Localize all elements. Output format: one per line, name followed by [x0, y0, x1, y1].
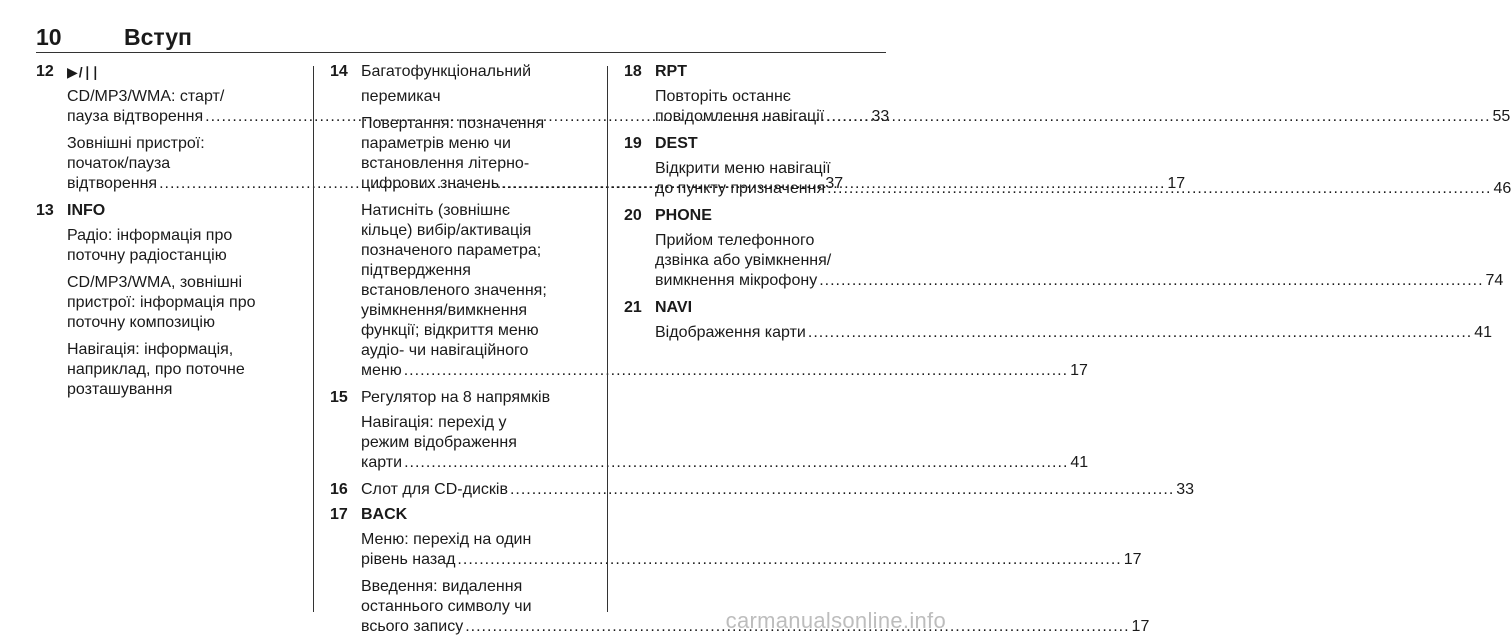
legend-entry: [36, 201, 298, 400]
entry-heading: [624, 134, 886, 154]
description-line: [361, 361, 1088, 381]
entry-heading: [330, 480, 1195, 500]
entry-description: [67, 273, 298, 333]
entry-number: 21: [624, 299, 642, 316]
page-reference: 17: [1167, 175, 1186, 192]
entry-number: 20: [624, 207, 642, 224]
leader-dots: [808, 323, 1472, 343]
entry-title-text: Слот для CD-дисків: [361, 481, 508, 498]
description-line: Зовнішні пристрої:: [67, 135, 205, 152]
description-line: встановлення літерно-: [361, 155, 530, 172]
entry-number: 16: [330, 481, 348, 498]
column-divider: [607, 66, 608, 612]
entry-heading: [624, 298, 886, 318]
description-line: [655, 323, 1492, 343]
description-line: пристрої: інформація про: [67, 294, 256, 311]
description-line: перемикач: [361, 88, 441, 105]
entry-description: [655, 323, 1492, 343]
page-reference: 41: [1070, 454, 1089, 471]
page-reference: 41: [1474, 324, 1492, 341]
entry-heading: [624, 206, 886, 226]
description-line: позначеного параметра;: [361, 242, 542, 259]
entry-heading: [330, 62, 592, 82]
page-number: 10: [36, 24, 62, 50]
entry-heading: [330, 505, 592, 525]
description-line: Радіо: інформація про: [67, 227, 233, 244]
description-line: підтвердження: [361, 262, 471, 279]
leader-dots: [404, 361, 1068, 381]
entry-title: [361, 480, 1194, 500]
description-text: до пункту призначення: [655, 180, 826, 197]
description-line: початок/пауза: [67, 155, 171, 172]
entry-description: [655, 87, 1511, 127]
entry-number: 13: [36, 202, 54, 219]
description-line: Введення: видалення: [361, 578, 523, 595]
entry-heading: [36, 201, 298, 221]
description-line: розташування: [67, 381, 173, 398]
entry-title: Регулятор на 8 напрямків: [361, 389, 551, 406]
entry-description: [361, 530, 1142, 570]
entry-title: BACK: [361, 506, 408, 523]
description-line: увімкнення/вимкнення: [361, 302, 528, 319]
description-line: Натисніть (зовнішнє: [361, 202, 510, 219]
description-line: Навігація: інформація,: [67, 341, 234, 358]
description-line: поточну композицію: [67, 314, 215, 331]
legend-entry: [624, 206, 1504, 291]
leader-dots: [827, 179, 1491, 199]
page-header: [36, 22, 886, 53]
description-line: Прийом телефонного: [655, 232, 815, 249]
page-title: Вступ: [124, 24, 192, 50]
entry-title: Багатофункціональний: [361, 63, 532, 80]
description-line: CD/MP3/WMA, зовнішні: [67, 274, 243, 291]
description-line: CD/MP3/WMA: старт/: [67, 88, 225, 105]
description-line: Меню: перехід на один: [361, 531, 532, 548]
description-line: параметрів меню чи: [361, 135, 511, 152]
page-reference: 17: [1123, 551, 1142, 568]
description-line: [655, 107, 1511, 127]
entry-heading: [624, 62, 886, 82]
watermark: carmanualsonline.info: [725, 608, 946, 633]
page-reference: 33: [871, 108, 890, 125]
description-line: Навігація: перехід у: [361, 414, 507, 431]
description-text: вимкнення мікрофону: [655, 272, 818, 289]
description-line: аудіо- чи навігаційного: [361, 342, 529, 359]
entry-number: 18: [624, 63, 642, 80]
entry-number: 15: [330, 389, 348, 406]
description-line: кільце) вибір/активація: [361, 222, 532, 239]
entry-description: [361, 87, 592, 107]
page-reference: 33: [1176, 481, 1195, 498]
legend-entry: [624, 298, 1492, 343]
legend-entry: [330, 480, 1195, 500]
column-divider: [313, 66, 314, 612]
play-pause-icon: ▶/∣∣: [67, 64, 100, 80]
legend-entry: [624, 62, 1511, 127]
description-line: [655, 271, 1504, 291]
description-text: пауза відтворення: [67, 108, 204, 125]
leader-dots: [819, 271, 1483, 291]
description-text: відтворення: [67, 175, 158, 192]
description-line: наприклад, про поточне: [67, 361, 245, 378]
page-reference: 37: [825, 175, 844, 192]
entry-heading: [36, 62, 298, 82]
entry-title: RPT: [655, 63, 687, 80]
description-text: рівень назад: [361, 551, 456, 568]
entry-title: INFO: [67, 202, 106, 219]
entry-heading: [330, 388, 592, 408]
page-reference: 74: [1485, 272, 1504, 289]
description-line: [361, 453, 1089, 473]
leader-dots: [457, 550, 1121, 570]
page-reference: 46: [1493, 180, 1511, 197]
leader-dots: [404, 453, 1068, 473]
entry-number: 12: [36, 63, 54, 80]
entry-description: [361, 413, 1089, 473]
entry-description: [655, 231, 1504, 291]
description-line: поточну радіостанцію: [67, 247, 227, 264]
description-line: дзвінка або увімкнення/: [655, 252, 832, 269]
description-text: повідомлення навігації: [655, 108, 825, 125]
page-reference: 17: [1070, 362, 1088, 379]
description-line: режим відображення: [361, 434, 517, 451]
entry-title: NAVI: [655, 299, 693, 316]
page-reference: 55: [1492, 108, 1511, 125]
description-line: останнього символу чи: [361, 598, 532, 615]
legend-entry: [330, 388, 1089, 473]
description-text: Відображення карти: [655, 324, 806, 341]
description-text: меню: [361, 362, 402, 379]
page-reference: 17: [1131, 618, 1150, 635]
description-text: всього запису: [361, 618, 464, 635]
leader-dots: [826, 107, 1490, 127]
description-text: карти: [361, 454, 403, 471]
description-line: встановленого значення;: [361, 282, 547, 299]
entry-title: DEST: [655, 135, 698, 152]
description-line: [361, 550, 1142, 570]
description-line: Повертання: позначення: [361, 115, 545, 132]
leader-dots: [510, 480, 1174, 500]
description-text: цифрових значень: [361, 175, 500, 192]
entry-title: PHONE: [655, 207, 712, 224]
description-line: функції; відкриття меню: [361, 322, 539, 339]
description-line: Відкрити меню навігації: [655, 160, 831, 177]
entry-number: 14: [330, 63, 348, 80]
entry-number: 19: [624, 135, 642, 152]
entry-description: [67, 226, 298, 266]
entry-number: 17: [330, 506, 348, 523]
description-line: Повторіть останнє: [655, 88, 791, 105]
entry-description: [67, 340, 298, 400]
